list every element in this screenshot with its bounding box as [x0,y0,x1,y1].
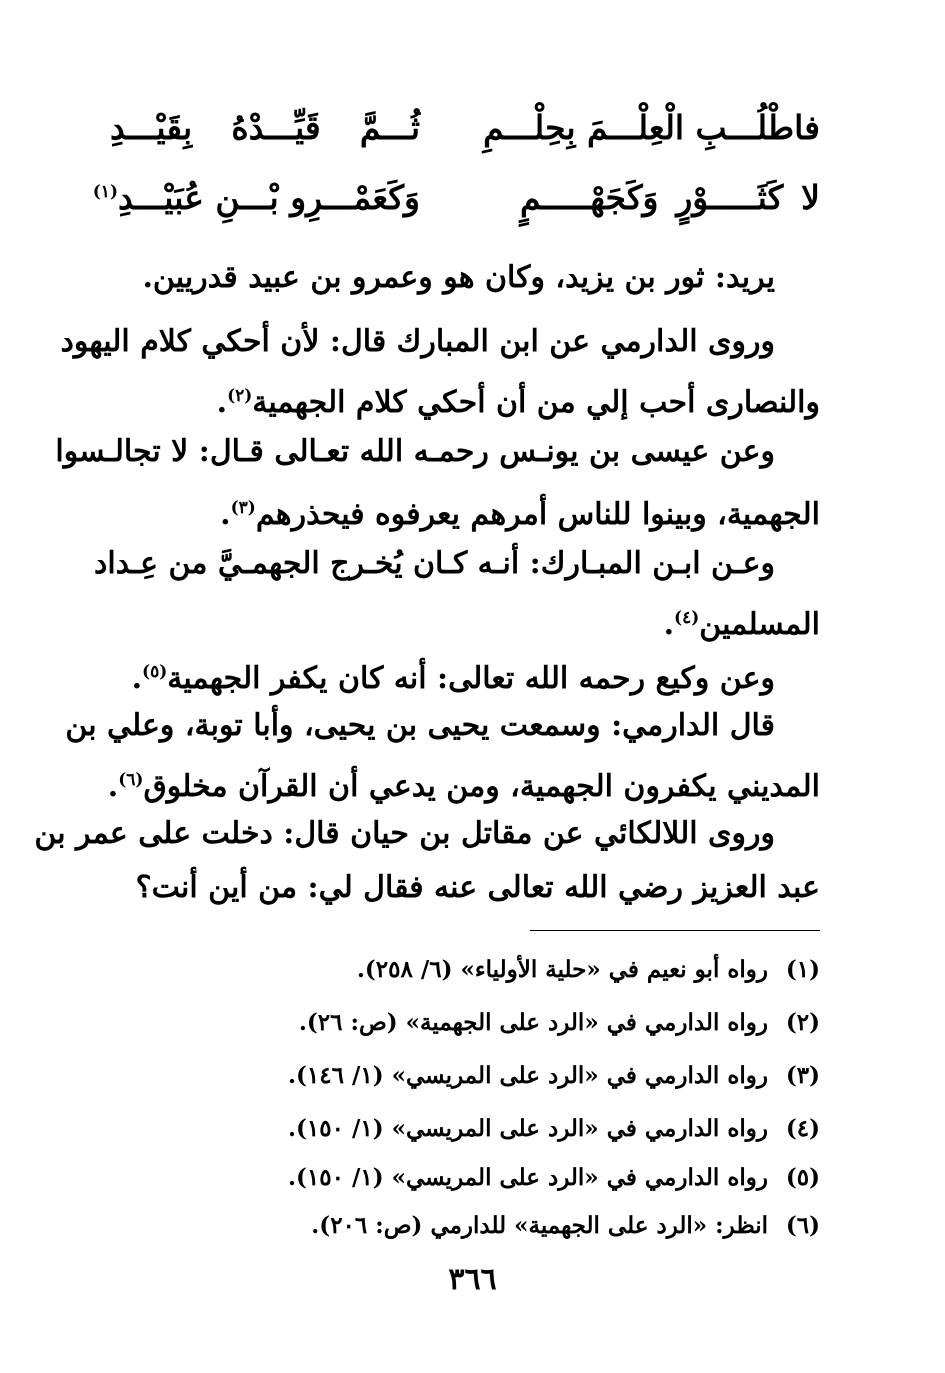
paragraph-line: عبد العزيز رضي الله تعالى عنه فقال لي: من أين أنت؟ [135,870,820,905]
footnote-ref-5: (٥) [142,662,168,682]
footnote-divider [530,930,820,931]
footnote-text: انظر: «الرد على الجهمية» للدارمي (ص: ٢٠٦). [311,1212,768,1239]
footnote-ref-4: (٤) [674,608,700,628]
footnote-text: رواه أبو نعيم في «حلية الأولياء» (٦/ ٢٥٨). [356,956,768,983]
paragraph-last-line [107,752,820,808]
footnote-number: (٥) [785,1164,820,1191]
paragraph-last-line [110,644,820,700]
sentence-end: . [131,661,143,696]
poem-verse-2 [92,178,820,238]
paragraph-line: قال الدارمي: وسمعت يحيى بن يحيى، وأبا توبة، وعلي بن [65,708,775,743]
page-number: ٣٦٦ [448,1262,497,1297]
paragraph-line: وعن عيسى بن يونـس رحمـه الله تعـالى قـال: لا تجالـسوا [55,434,775,469]
paragraph-text: والنصارى أحب إلي من أن أحكي كلام الجهمية [252,385,820,420]
paragraph-text: المسلمين [699,607,820,642]
footnote-4 [220,1109,820,1149]
paragraph-line: يريد: ثور بن يزيد، وكان هو وعمرو بن عبيد قدريين. [142,260,775,295]
verse-2-second-text: وَكَعَمْـــرِو بْـــنِ عُبَيْـــدِ [117,178,420,217]
sentence-end: . [216,385,228,420]
sentence-end: . [107,769,119,804]
footnote-2 [220,1003,820,1043]
poem-verse-1 [110,108,820,168]
footnote-1 [220,950,820,990]
paragraph-text: الجهمية، وبينوا للناس أمرهم يعرفوه فيحذرهم [255,497,820,532]
footnote-number: (٦) [785,1212,820,1239]
footnote-ref-1: (١) [92,182,118,202]
footnote-ref-2: (٢) [227,386,253,406]
footnote-number: (٤) [785,1115,820,1142]
sentence-end: . [220,497,231,532]
paragraph-last-line [110,590,820,646]
footnote-ref-6: (٦) [118,770,144,790]
footnote-number: (٣) [785,1062,820,1089]
verse-2-first-hemistich: لا كَثَـــــوْرٍ وَكَجَهْـــــمٍ [520,178,820,217]
sentence-end: . [663,607,675,642]
footnote-text: رواه الدارمي في «الرد على المريسي» (١/ ١٥٠). [287,1164,768,1191]
paragraph-line: وعـن ابـن المبـارك: أنـه كـان يُخـرج الجهمـيَّ من عِـداد [93,546,775,581]
footnote-number: (١) [785,956,820,983]
paragraph-line: وروى الدارمي عن ابن المبارك قال: لأن أحكي كلام اليهود [60,324,775,359]
verse-1-first-hemistich: فاطْلُـــبِ الْعِلْـــمَ بِحِلْـــمِ [483,108,820,147]
footnote-number: (٢) [785,1009,820,1036]
footnote-ref-3: (٣) [230,498,256,518]
verse-2-second-hemistich [92,178,420,217]
footnote-text: رواه الدارمي في «الرد على المريسي» (١/ ١٤٦). [287,1062,768,1089]
footnote-5 [220,1158,820,1198]
footnote-text: رواه الدارمي في «الرد على المريسي» (١/ ١٥٠). [287,1115,768,1142]
paragraph-text: المديني يكفرون الجهمية، ومن يدعي أن القرآن مخلوق [143,769,820,804]
footnote-6 [220,1206,820,1246]
footnote-text: رواه الدارمي في «الرد على الجهمية» (ص: ٢٦). [298,1009,768,1036]
paragraph-text: وعن وكيع رحمه الله تعالى: أنه كان يكفر الجهمية [167,661,775,696]
paragraph-line: وروى اللالكائي عن مقاتل بن حيان قال: دخلت على عمر بن [34,816,775,851]
footnote-3 [220,1056,820,1096]
paragraph-last-line [110,480,820,536]
paragraph-last-line [110,368,820,424]
verse-1-second-hemistich: ثُـــمَّ قَيِّـــدْهُ بِقَيْـــدِ [110,108,420,147]
